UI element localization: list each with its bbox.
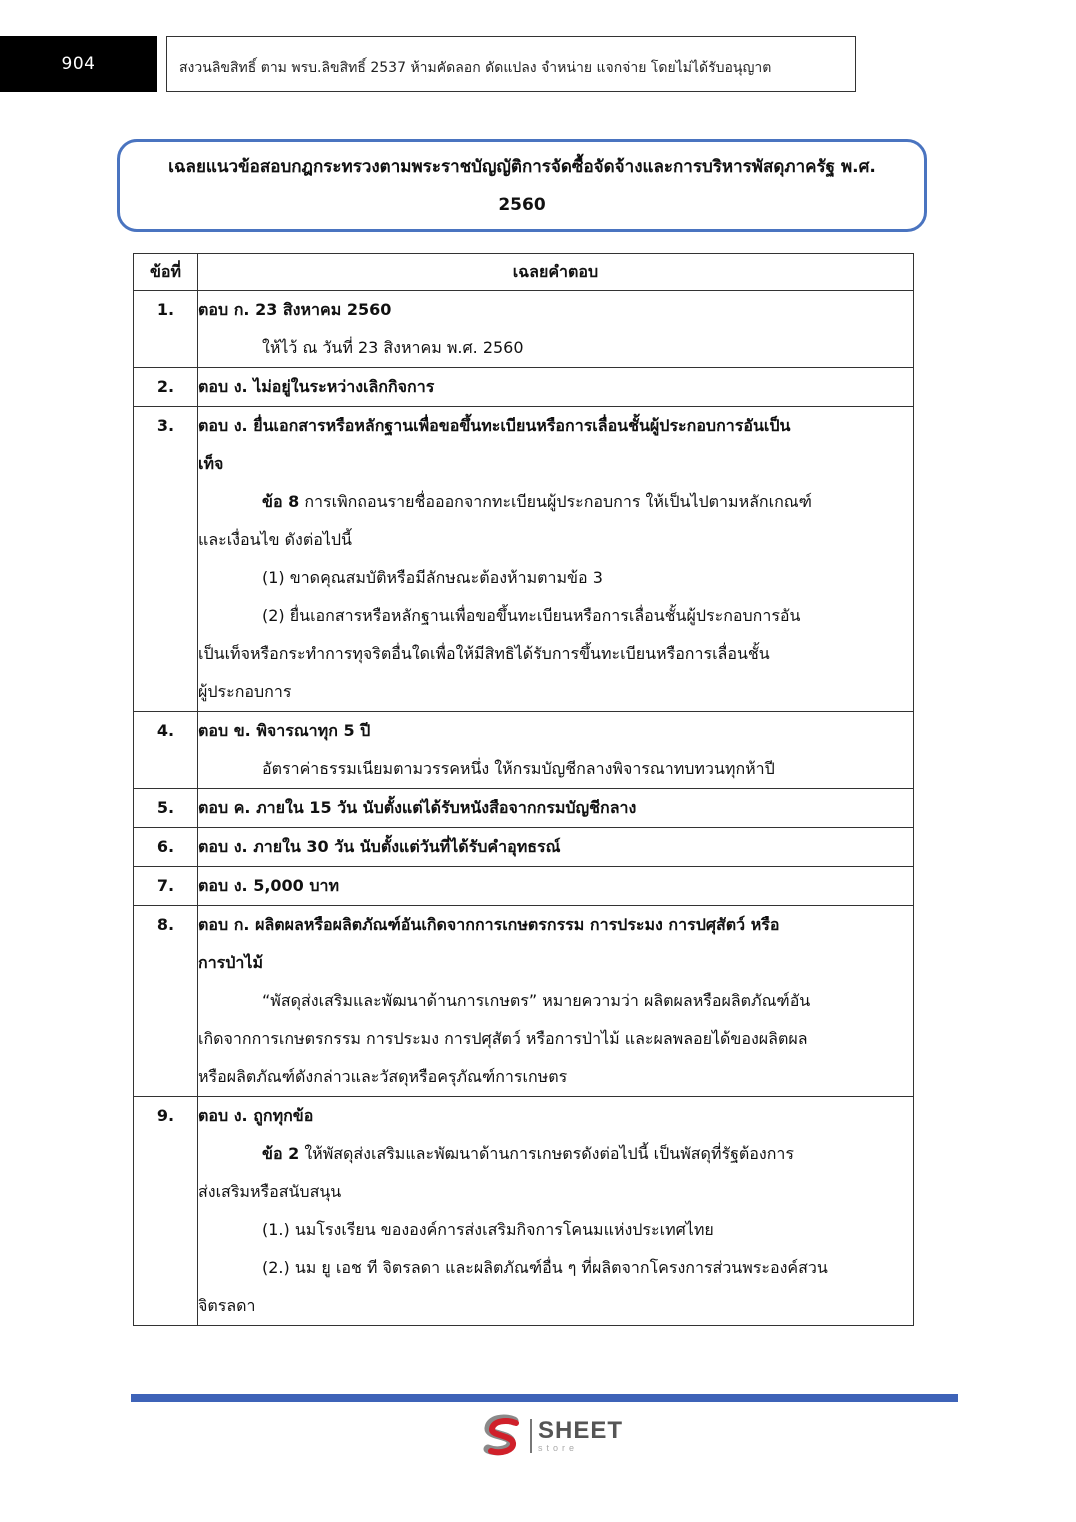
clause-line xyxy=(198,483,913,521)
logo-text: SHEET xyxy=(538,1417,624,1444)
answer-cell xyxy=(198,291,914,368)
document-title xyxy=(117,139,927,232)
table-header-row xyxy=(134,254,914,291)
table-row xyxy=(134,867,914,906)
title-line-2: 2560 xyxy=(498,194,546,215)
clause-item: (1) ขาดคุณสมบัติหรือมีลักษณะต้องห้ามตามข้อ 3 xyxy=(262,568,603,587)
sheet-store-logo xyxy=(480,1411,630,1461)
question-number: 9. xyxy=(134,1097,198,1326)
column-header-number: ข้อที่ xyxy=(134,254,198,291)
clause-text-cont: และเงื่อนไข ดังต่อไปนี้ xyxy=(198,530,352,549)
answer-text: ตอบ ก. 23 สิงหาคม 2560 xyxy=(198,300,392,319)
question-number: 5. xyxy=(134,789,198,828)
question-number: 6. xyxy=(134,828,198,867)
definition-line: “พัสดุส่งเสริมและพัฒนาด้านการเกษตร” หมายความว่า ผลิตผลหรือผลิตภัณฑ์อัน xyxy=(262,991,811,1010)
answer-cell xyxy=(198,712,914,789)
answer-cell xyxy=(198,828,914,867)
definition-line: หรือผลิตภัณฑ์ดังกล่าวและวัสดุหรือครุภัณฑ์การเกษตร xyxy=(198,1067,568,1086)
answer-cell xyxy=(198,789,914,828)
clause-label: ข้อ 8 xyxy=(262,492,300,511)
definition-line: เกิดจากการเกษตรกรรม การประมง การปศุสัตว์ หรือการป่าไม้ และผลพลอยได้ของผลิตผล xyxy=(198,1029,808,1048)
answer-text: ตอบ ก. ผลิตผลหรือผลิตภัณฑ์อันเกิดจากการเกษตรกรรม การประมง การปศุสัตว์ หรือ xyxy=(198,915,780,934)
clause-label: ข้อ 2 xyxy=(262,1144,300,1163)
table-row xyxy=(134,712,914,789)
clause-line xyxy=(198,1135,913,1173)
answer-text-cont: เท็จ xyxy=(198,454,224,473)
answer-table xyxy=(133,253,914,1326)
question-number: 8. xyxy=(134,906,198,1097)
table-row xyxy=(134,1097,914,1326)
logo-divider xyxy=(530,1419,532,1453)
clause-item: (2) ยื่นเอกสารหรือหลักฐานเพื่อขอขึ้นทะเบียนหรือการเลื่อนชั้นผู้ประกอบการอัน xyxy=(262,606,801,625)
column-header-answer: เฉลยคำตอบ xyxy=(198,254,914,291)
logo-s-icon xyxy=(480,1413,526,1459)
title-line-1: เฉลยแนวข้อสอบกฎกระทรวงตามพระราชบัญญัติการจัดซื้อจัดจ้างและการบริหารพัสดุภาครัฐ พ.ศ. xyxy=(168,156,876,177)
footer-divider xyxy=(131,1394,958,1402)
clause-text: การเพิกถอนรายชื่อออกจากทะเบียนผู้ประกอบการ ให้เป็นไปตามหลักเกณฑ์ xyxy=(299,492,812,511)
table-row xyxy=(134,828,914,867)
table-row xyxy=(134,906,914,1097)
table-row xyxy=(134,407,914,712)
answer-cell xyxy=(198,867,914,906)
answer-cell xyxy=(198,407,914,712)
clause-item-cont: เป็นเท็จหรือกระทำการทุจริตอื่นใดเพื่อให้มีสิทธิได้รับการขึ้นทะเบียนหรือการเลื่อนชั้น xyxy=(198,644,770,663)
answer-cell xyxy=(198,368,914,407)
clause-item-cont: จิตรลดา xyxy=(198,1296,256,1315)
clause-text: ให้พัสดุส่งเสริมและพัฒนาด้านการเกษตรดังต่อไปนี้ เป็นพัสดุที่รัฐต้องการ xyxy=(299,1144,794,1163)
table-row xyxy=(134,368,914,407)
question-number: 2. xyxy=(134,368,198,407)
answer-text: ตอบ ง. 5,000 บาท xyxy=(198,876,340,895)
answer-text: ตอบ ข. พิจารณาทุก 5 ปี xyxy=(198,721,371,740)
question-number: 3. xyxy=(134,407,198,712)
table-row xyxy=(134,789,914,828)
answer-note: อัตราค่าธรรมเนียมตามวรรคหนึ่ง ให้กรมบัญชีกลางพิจารณาทบทวนทุกห้าปี xyxy=(262,759,775,778)
answer-text: ตอบ ง. ยื่นเอกสารหรือหลักฐานเพื่อขอขึ้นทะเบียนหรือการเลื่อนชั้นผู้ประกอบการอันเป็น xyxy=(198,416,791,435)
clause-item-cont: ผู้ประกอบการ xyxy=(198,682,292,701)
question-number: 7. xyxy=(134,867,198,906)
clause-text-cont: ส่งเสริมหรือสนับสนุน xyxy=(198,1182,342,1201)
answer-text: ตอบ ง. ภายใน 30 วัน นับตั้งแต่วันที่ได้รับคำอุทธรณ์ xyxy=(198,837,561,856)
page-number: 904 xyxy=(0,36,157,92)
answer-note: ให้ไว้ ณ วันที่ 23 สิงหาคม พ.ศ. 2560 xyxy=(262,338,524,357)
answer-text: ตอบ ง. ถูกทุกข้อ xyxy=(198,1106,314,1125)
answer-text-cont: การป่าไม้ xyxy=(198,953,263,972)
table-row xyxy=(134,291,914,368)
answer-text: ตอบ ค. ภายใน 15 วัน นับตั้งแต่ได้รับหนังสือจากกรมบัญชีกลาง xyxy=(198,798,637,817)
answer-text: ตอบ ง. ไม่อยู่ในระหว่างเลิกกิจการ xyxy=(198,377,435,396)
clause-item: (1.) นมโรงเรียน ขององค์การส่งเสริมกิจการโคนมแห่งประเทศไทย xyxy=(262,1220,714,1239)
answer-cell xyxy=(198,906,914,1097)
answer-cell xyxy=(198,1097,914,1326)
logo-subtext: store xyxy=(538,1443,579,1453)
question-number: 4. xyxy=(134,712,198,789)
copyright-notice: สงวนลิขสิทธิ์ ตาม พรบ.ลิขสิทธิ์ 2537 ห้ามคัดลอก ดัดแปลง จำหน่าย แจกจ่าย โดยไม่ได้รับอนุญาต xyxy=(166,36,856,92)
question-number: 1. xyxy=(134,291,198,368)
clause-item: (2.) นม ยู เอช ที จิตรลดา และผลิตภัณฑ์อื่น ๆ ที่ผลิตจากโครงการส่วนพระองค์สวน xyxy=(262,1258,828,1277)
